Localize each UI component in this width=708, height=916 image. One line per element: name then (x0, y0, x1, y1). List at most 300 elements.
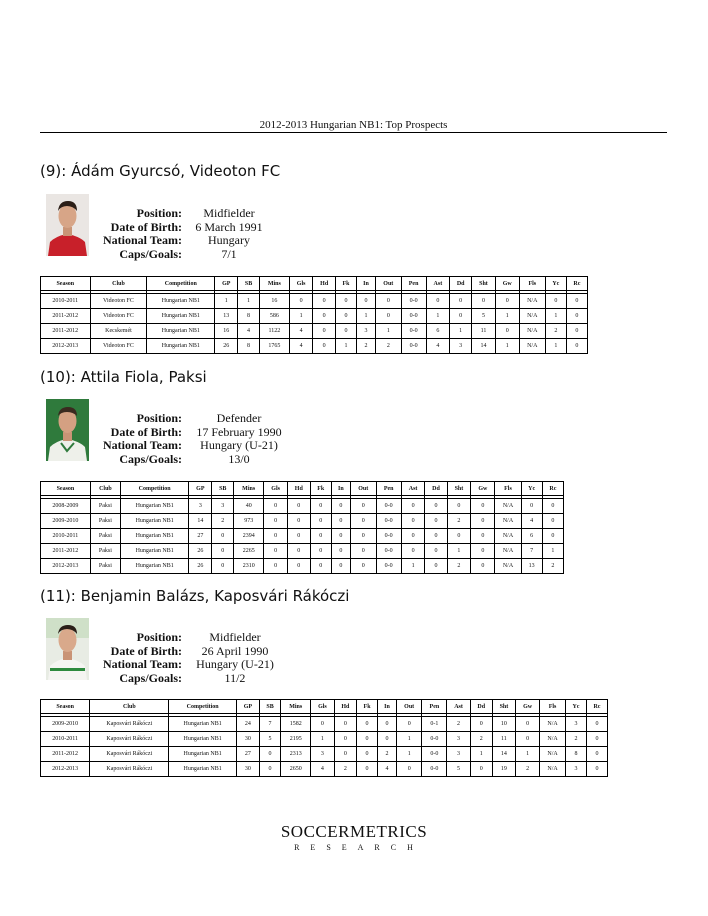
table-cell: 3 (447, 747, 470, 762)
table-cell: 2 (376, 339, 402, 354)
player-9-national-team: Hungary (208, 233, 250, 247)
player-10-title: (10): Attila Fiola, Paksi (40, 368, 207, 386)
table-cell: 1 (401, 559, 425, 574)
table-cell: 11 (472, 324, 496, 339)
table-cell: 2265 (234, 544, 264, 559)
column-header: Sht (492, 700, 515, 714)
table-cell: 27 (189, 529, 212, 544)
table-cell: 0 (566, 324, 587, 339)
table-cell: 27 (236, 747, 259, 762)
table-cell: 0 (212, 529, 234, 544)
column-header: Yc (545, 277, 566, 291)
table-cell: N/A (495, 544, 521, 559)
table-cell: 0 (376, 309, 402, 324)
table-cell: 2012-2013 (41, 762, 90, 777)
table-cell: 2011-2012 (41, 309, 91, 324)
table-cell: 4 (521, 514, 542, 529)
table-cell: 0 (357, 294, 376, 309)
table-cell: N/A (495, 529, 521, 544)
table-cell: 0 (545, 294, 566, 309)
table-cell: 1 (396, 747, 421, 762)
table-cell: 5 (447, 762, 470, 777)
table-cell: 0 (259, 747, 280, 762)
table-cell: Kaposvári Rákóczi (90, 732, 169, 747)
column-header: Club (90, 700, 169, 714)
column-header: Fls (519, 277, 545, 291)
table-cell: 0 (472, 294, 496, 309)
table-cell: Kaposvári Rákóczi (90, 717, 169, 732)
column-header: Dd (425, 482, 447, 496)
table-cell: 0 (357, 717, 378, 732)
table-cell: 2313 (281, 747, 311, 762)
table-row (41, 324, 588, 339)
table-cell: Hungarian NB1 (121, 499, 189, 514)
table-cell: Videoton FC (90, 339, 147, 354)
table-cell: 0 (331, 529, 350, 544)
table-cell: 0 (335, 309, 356, 324)
table-row (41, 762, 608, 777)
player-10-dob: 17 February 1990 (196, 424, 282, 439)
table-cell: 2 (447, 717, 470, 732)
dob-label: Date of Birth: (110, 219, 182, 234)
table-cell: N/A (519, 324, 545, 339)
table-cell: 0 (357, 732, 378, 747)
table-cell: 2009-2010 (41, 514, 91, 529)
table-cell: 1582 (281, 717, 311, 732)
table-cell: 0 (521, 499, 542, 514)
table-cell: 0 (471, 529, 495, 544)
table-cell: 14 (492, 747, 515, 762)
table-cell: 0 (586, 762, 607, 777)
column-header: Ast (447, 700, 470, 714)
table-cell: 19 (492, 762, 515, 777)
player-10-caps: 13/0 (228, 451, 250, 466)
table-cell: 0 (310, 529, 331, 544)
table-cell: 0-0 (401, 309, 426, 324)
table-cell: N/A (495, 499, 521, 514)
table-cell: 0 (586, 717, 607, 732)
table-cell: 2 (542, 559, 563, 574)
column-header: Competition (121, 482, 189, 496)
table-cell: Hungarian NB1 (121, 529, 189, 544)
column-header: SB (259, 700, 280, 714)
table-cell: 4 (426, 339, 450, 354)
table-cell: 8 (566, 747, 587, 762)
table-cell: 2195 (281, 732, 311, 747)
table-cell: 0 (350, 514, 376, 529)
table-cell: 1 (542, 544, 563, 559)
table-cell: 4 (238, 324, 260, 339)
table-cell: Paksi (90, 544, 120, 559)
table-cell: 2 (447, 559, 471, 574)
table-cell: 0 (396, 717, 421, 732)
table-cell: 30 (236, 732, 259, 747)
table-cell: 0 (264, 544, 288, 559)
table-cell: 40 (234, 499, 264, 514)
player-9-title: (9): Ádám Gyurcsó, Videoton FC (40, 162, 281, 180)
table-cell: N/A (540, 717, 566, 732)
table-cell: 0 (586, 747, 607, 762)
table-cell: 1 (450, 324, 472, 339)
table-cell: 1 (470, 747, 492, 762)
table-row (41, 309, 588, 324)
table-cell: Kecskemét (90, 324, 147, 339)
national-team-label: National Team: (102, 438, 182, 452)
table-cell: 0 (264, 514, 288, 529)
table-cell: 4 (289, 324, 313, 339)
table-cell: 3 (450, 339, 472, 354)
table-cell: 0 (335, 324, 356, 339)
table-cell: Paksi (90, 514, 120, 529)
player-11-position: Midfielder (209, 630, 261, 644)
column-header: Pen (401, 277, 426, 291)
table-cell: 1122 (259, 324, 289, 339)
table-cell: 1 (376, 324, 402, 339)
table-cell: 0 (357, 762, 378, 777)
table-cell: 0 (287, 529, 310, 544)
table-cell: 0 (495, 324, 519, 339)
table-cell: 26 (189, 559, 212, 574)
table-cell: 0 (401, 529, 425, 544)
table-cell: 0 (287, 544, 310, 559)
table-header-row (41, 277, 588, 291)
table-cell: 0-0 (422, 747, 447, 762)
column-header: Pen (422, 700, 447, 714)
table-cell: 0 (401, 544, 425, 559)
table-cell: 13 (215, 309, 238, 324)
table-cell: 3 (212, 499, 234, 514)
column-header: Gw (495, 277, 519, 291)
table-cell: 0 (566, 309, 587, 324)
table-cell: 0 (425, 544, 447, 559)
table-cell: 0 (287, 499, 310, 514)
table-cell: 5 (472, 309, 496, 324)
table-cell: 0 (542, 514, 563, 529)
table-cell: 0-1 (422, 717, 447, 732)
table-cell: Paksi (90, 499, 120, 514)
table-cell: 1 (426, 309, 450, 324)
table-cell: 0 (289, 294, 313, 309)
table-cell: 6 (426, 324, 450, 339)
table-cell: 0 (470, 762, 492, 777)
column-header: Fk (310, 482, 331, 496)
column-header: Pen (376, 482, 401, 496)
table-cell: Hungarian NB1 (121, 514, 189, 529)
table-cell: 14 (189, 514, 212, 529)
table-cell: 16 (215, 324, 238, 339)
table-cell: 0 (334, 732, 356, 747)
column-header: Fls (540, 700, 566, 714)
table-cell: 1 (357, 309, 376, 324)
table-cell: 0 (264, 559, 288, 574)
table-cell: 0 (264, 529, 288, 544)
table-cell: 7 (259, 717, 280, 732)
player-10-position: Defender (216, 411, 262, 425)
table-cell: 13 (521, 559, 542, 574)
table-cell: Hungarian NB1 (121, 559, 189, 574)
table-cell: 2 (357, 339, 376, 354)
column-header: GP (189, 482, 212, 496)
table-cell: 7 (521, 544, 542, 559)
player-9-dob: 6 March 1991 (195, 219, 263, 234)
table-cell: 1 (495, 309, 519, 324)
table-cell: 0 (313, 339, 336, 354)
table-cell: 16 (259, 294, 289, 309)
soccermetrics-logo (0, 822, 708, 852)
column-header: SB (238, 277, 260, 291)
national-team-label: National Team: (102, 657, 182, 671)
table-cell: 1 (215, 294, 238, 309)
logo-line-1: SOCCERMETRICS (280, 822, 428, 841)
table-cell: 0 (426, 294, 450, 309)
column-header: Mins (234, 482, 264, 496)
column-header: Yc (566, 700, 587, 714)
table-cell: 0 (495, 294, 519, 309)
table-cell: 0 (313, 324, 336, 339)
column-header: Out (396, 700, 421, 714)
table-cell: 0-0 (401, 324, 426, 339)
table-cell: Kaposvári Rákóczi (90, 762, 169, 777)
table-cell: Hungarian NB1 (121, 544, 189, 559)
table-cell: 0-0 (422, 762, 447, 777)
table-cell: 14 (472, 339, 496, 354)
column-header: In (357, 277, 376, 291)
player-11-photo (46, 618, 89, 680)
table-cell: 5 (259, 732, 280, 747)
table-cell: 2 (470, 732, 492, 747)
table-cell: Hungarian NB1 (147, 324, 215, 339)
table-cell: 30 (236, 762, 259, 777)
table-cell: 4 (289, 339, 313, 354)
column-header: Sht (472, 277, 496, 291)
player-10-stats-table (40, 481, 564, 574)
column-header: Competition (169, 700, 237, 714)
table-cell: 1765 (259, 339, 289, 354)
table-row (41, 732, 608, 747)
player-9-caps: 7/1 (221, 246, 237, 261)
column-header: SB (212, 482, 234, 496)
column-header: Season (41, 277, 91, 291)
table-cell: Kaposvári Rákóczi (90, 747, 169, 762)
column-header: Gls (264, 482, 288, 496)
table-row (41, 747, 608, 762)
caps-label: Caps/Goals: (119, 670, 182, 685)
column-header: Club (90, 482, 120, 496)
column-header: Ast (401, 482, 425, 496)
player-9-photo (46, 194, 89, 256)
table-cell: Paksi (90, 559, 120, 574)
table-cell: 0-0 (376, 544, 401, 559)
table-cell: 8 (238, 309, 260, 324)
table-cell: 0-0 (401, 294, 426, 309)
table-cell: 0 (350, 529, 376, 544)
table-cell: 0 (378, 732, 397, 747)
table-cell: 0 (471, 514, 495, 529)
column-header: Gls (311, 700, 334, 714)
table-cell: 2 (334, 762, 356, 777)
table-cell: 2008-2009 (41, 499, 91, 514)
table-cell: 1 (289, 309, 313, 324)
table-cell: 586 (259, 309, 289, 324)
column-header: Gw (471, 482, 495, 496)
table-cell: 0 (287, 514, 310, 529)
table-cell: 3 (566, 717, 587, 732)
table-cell: 1 (447, 544, 471, 559)
table-cell: 4 (311, 762, 334, 777)
table-cell: 0 (357, 747, 378, 762)
table-cell: 26 (189, 544, 212, 559)
table-cell: N/A (540, 747, 566, 762)
table-cell: 2011-2012 (41, 747, 90, 762)
table-cell: 0-0 (422, 732, 447, 747)
caps-label: Caps/Goals: (119, 246, 182, 261)
column-header: GP (215, 277, 238, 291)
table-cell: Hungarian NB1 (147, 294, 215, 309)
table-cell: 0 (350, 559, 376, 574)
table-cell: 0 (310, 499, 331, 514)
table-cell: Hungarian NB1 (169, 732, 237, 747)
column-header: Out (350, 482, 376, 496)
table-cell: Videoton FC (90, 294, 147, 309)
header-rule (40, 132, 667, 133)
table-cell: 26 (215, 339, 238, 354)
player-9-stats-table (40, 276, 588, 354)
table-row (41, 559, 564, 574)
column-header: Season (41, 700, 90, 714)
table-cell: 0-0 (376, 499, 401, 514)
table-cell: 0 (264, 499, 288, 514)
table-cell: 0 (331, 544, 350, 559)
table-cell: 0 (376, 294, 402, 309)
table-cell: 1 (335, 339, 356, 354)
table-cell: 0 (287, 559, 310, 574)
table-cell: 2394 (234, 529, 264, 544)
table-cell: 0-0 (376, 514, 401, 529)
table-cell: 0 (425, 514, 447, 529)
table-header-row (41, 482, 564, 496)
column-header: Fk (335, 277, 356, 291)
table-cell: 0 (586, 732, 607, 747)
column-header: Dd (470, 700, 492, 714)
table-cell: N/A (519, 294, 545, 309)
column-header: In (331, 482, 350, 496)
column-header: Sht (447, 482, 471, 496)
table-cell: 0 (212, 559, 234, 574)
table-cell: Hungarian NB1 (169, 762, 237, 777)
page-header: 2012-2013 Hungarian NB1: Top Prospects (259, 119, 448, 131)
column-header: Fk (357, 700, 378, 714)
table-cell: 0 (471, 559, 495, 574)
column-header: Mins (281, 700, 311, 714)
table-cell: Hungarian NB1 (169, 717, 237, 732)
table-cell: 0 (516, 732, 540, 747)
table-cell: 2010-2011 (41, 294, 91, 309)
position-label: Position: (136, 411, 182, 425)
column-header: Hd (313, 277, 336, 291)
table-cell: 10 (492, 717, 515, 732)
column-header: Rc (542, 482, 563, 496)
column-header: Yc (521, 482, 542, 496)
position-label: Position: (136, 630, 182, 644)
column-header: Fls (495, 482, 521, 496)
table-cell: 0 (331, 514, 350, 529)
table-row (41, 717, 608, 732)
column-header: In (378, 700, 397, 714)
table-cell: Hungarian NB1 (169, 747, 237, 762)
player-9-position: Midfielder (203, 206, 255, 220)
table-cell: 0 (450, 294, 472, 309)
table-cell: 0 (566, 294, 587, 309)
table-cell: 2010-2011 (41, 529, 91, 544)
table-cell: 0 (425, 499, 447, 514)
table-cell: 2 (447, 514, 471, 529)
table-cell: 1 (311, 732, 334, 747)
table-cell: 3 (189, 499, 212, 514)
table-cell: 0 (310, 559, 331, 574)
table-cell: 3 (311, 747, 334, 762)
column-header: Mins (259, 277, 289, 291)
table-cell: N/A (540, 732, 566, 747)
table-cell: 24 (236, 717, 259, 732)
table-cell: 0 (313, 294, 336, 309)
table-cell: 0 (425, 529, 447, 544)
table-row (41, 514, 564, 529)
column-header: Hd (334, 700, 356, 714)
table-cell: 2 (545, 324, 566, 339)
table-cell: 11 (492, 732, 515, 747)
player-11-stats-table (40, 699, 608, 777)
column-header: Season (41, 482, 91, 496)
table-cell: 6 (521, 529, 542, 544)
table-row (41, 544, 564, 559)
table-cell: 2650 (281, 762, 311, 777)
table-cell: 8 (238, 339, 260, 354)
table-cell: 973 (234, 514, 264, 529)
dob-label: Date of Birth: (110, 424, 182, 439)
table-cell: 3 (357, 324, 376, 339)
column-header: Out (376, 277, 402, 291)
table-row (41, 294, 588, 309)
national-team-label: National Team: (102, 233, 182, 247)
dob-label: Date of Birth: (110, 643, 182, 658)
player-11-dob: 26 April 1990 (201, 643, 269, 658)
table-cell: N/A (540, 762, 566, 777)
column-header: Hd (287, 482, 310, 496)
table-row (41, 339, 588, 354)
table-cell: 0 (566, 339, 587, 354)
table-cell: 0 (212, 544, 234, 559)
column-header: Ast (426, 277, 450, 291)
table-cell: 0 (447, 529, 471, 544)
player-11-national-team: Hungary (U-21) (196, 657, 274, 671)
table-cell: 0 (401, 499, 425, 514)
table-row (41, 529, 564, 544)
table-cell: 2011-2012 (41, 324, 91, 339)
table-cell: N/A (495, 559, 521, 574)
table-cell: 3 (447, 732, 470, 747)
table-cell: 2011-2012 (41, 544, 91, 559)
column-header: GP (236, 700, 259, 714)
table-cell: 0 (542, 499, 563, 514)
table-cell: 0 (311, 717, 334, 732)
player-11-caps: 11/2 (224, 670, 246, 685)
table-cell: 0 (471, 499, 495, 514)
table-cell: 4 (378, 762, 397, 777)
table-cell: 1 (516, 747, 540, 762)
table-row (41, 499, 564, 514)
table-cell: 0-0 (376, 529, 401, 544)
table-cell: N/A (519, 339, 545, 354)
